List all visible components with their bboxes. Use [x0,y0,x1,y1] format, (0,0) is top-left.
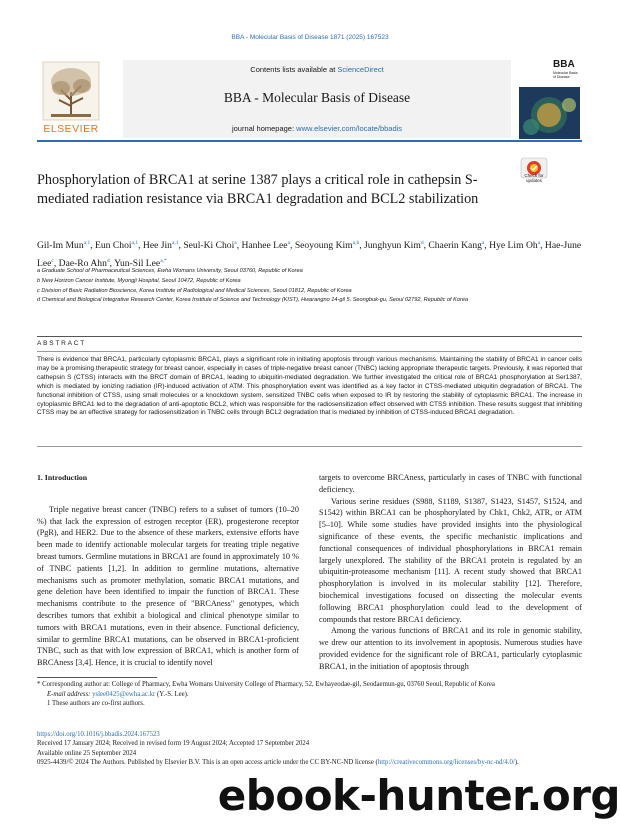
doi-link[interactable]: https://doi.org/10.1016/j.bbadis.2024.167523 [37,731,160,738]
author[interactable]: Eun Choi$^{a,1}$ [95,240,139,252]
paragraph: Various serine residues (S988, S1189, S1387, S1423, S1457, S1524, and S1542) within BRCA1 can be phosphorylated by Chk1, Chk2, ATR, or ATM [5–10]. While some studies have provided insights into the physiological significance of these events, the specific mechanistic implications and functional consequences of individual phosphorylations in BRCA1 remain largely unexplored. The stability of the BRCA1 protein is regulated by an ubiquitin-proteasome mechanism [11]. A recent study showed that BRCA1 phosphorylation is involved in its molecular stability [12]. Therefore, biochemical investigations focused on dissecting the molecular events following BRCA1 phosphorylation could lead to the development of compounds that restore BRCA1 deficiency. [319,496,582,624]
cover-subtitle: Molecular Basis of Disease [553,71,578,79]
affiliation: d Chemical and Biological Integrative Research Center, Korea Institute of Science and Technology (KIST), Hwarangno 14-gil 5, Seongbuk-gu, Seoul 02792, Republic of Korea [37,297,469,304]
check-for-updates-label[interactable]: Check for updates [524,173,544,183]
abstract-bottom-rule [37,446,582,447]
corresponding-author-note: * Corresponding author at: College of Pharmacy, Ewha Womans University College of Pharmacy, 52, Ewhayeodae-gil, Seodaemun-gu, 03760 Seoul, Republic of Korea [37,681,495,688]
abstract-text: There is evidence that BRCA1, particularly cytoplasmic BRCA1, plays a significant role in initiating apoptosis through various mechanisms. Maintaining the stability of BRCA1 in cancer cells may be a promising therapeutic strategy for breast cancer, especially in cases of triple-negative breast cancer (TNBC) lacking appropriate therapeutic targets. Previously, it was reported that cathepsin S (CTSS) interacts with the BRCT domain of BRCA1, leading to ubiquitin-mediated degradation. We further investigated the critical role of BRCA1 phosphorylation at Ser1387, which is mediated by ionizing radiation (IR)-induced activation of ATM. This phosphorylation event was identified as a key factor in CTSS-mediated ubiquitin degradation of BRCA1. The functional inhibition of CTSS, using small molecules or a knockdown system, sensitized TNBC cells when exposed to IR by restoring the stability of cytoplasmic BRCA1. The increase in cytoplasmic BRCA1 led to the degradation of anti-apoptotic BCL2, which was responsible for the radiosensitization effect observed with CTSS inhibition. These results suggest that inhibiting CTSS may be an effective strategy for radiosensitization in TNBC cells through BCL2 degradation that is mediated by inhibition of CTSS-induced BRCA1 degradation. [37,356,582,417]
affiliation: c Division of Basic Radiation Bioscience, Korea Institute of Radiological and Medical Sciences, Seoul 01812, Republic of Korea [37,287,352,294]
sciencedirect-link[interactable]: ScienceDirect [337,65,384,74]
front-matter [37,730,582,767]
author[interactable]: Junghyun Kim$^d$ [364,240,424,252]
author[interactable]: Dae-Ro Ahn$^d$ [58,257,110,269]
affiliation: b New Horizon Cancer Institute, Myongji Hospital, Seoul 10472, Republic of Korea [37,277,241,284]
abstract-heading: ABSTRACT [37,340,87,347]
journal-cover-image [519,57,580,139]
author[interactable]: Hanhee Lee$^a$ [241,240,291,252]
author-list: Gil-Im Mun$^{a,1}$, Eun Choi$^{a,1}$, Hee Jin$^{a,1}$, Seul-Ki Choi$^a$, Hanhee Lee$^a$, Seoyoung Kim$^{a,b}$, Junghyun Kim$^d$, Chaerin Kang$^a$, Hye Lim Oh$^a$, Hae-June Lee$^c$, Dae-Ro Ahn$^d$, Yun-Sil Lee$^{a,*}$ [37,240,582,269]
publisher-name: ELSEVIER [43,123,99,135]
author[interactable]: Hae-June Lee$^c$ [37,240,582,269]
abstract-heading-rule [37,351,582,352]
received-dates: Received 17 January 2024; Received in revised form 19 August 2024; Accepted 17 September 2024 [37,740,310,748]
section-heading: 1. Introduction [37,473,88,482]
license-link[interactable]: http://creativecommons.org/licenses/by-nc-nd/4.0/ [377,758,515,766]
homepage-link[interactable]: www.elsevier.com/locate/bbadis [296,124,403,133]
email-note: E-mail address: yslee0425@ewha.ac.kr (Y.-S. Lee). [47,690,189,698]
affiliations [37,268,582,307]
paragraph: targets to overcome BRCAness, particularly in cases of TNBC with functional deficiency. [319,473,582,494]
journal-reference[interactable]: BBA - Molecular Basis of Disease 1871 (2025) 167523 [231,34,389,41]
available-date: Available online 25 September 2024 [37,749,137,757]
paragraph: Among the various functions of BRCA1 and its role in genomic stability, we drew our attention to its involvement in apoptosis. Numerous studies have provided evidence for the significant role of BRCA1, particularly cytoplasmic BRCA1, in the initiation of apoptosis through [319,626,582,671]
cover-title: BBA [553,59,575,70]
author[interactable]: Hye Lim Oh$^a$ [489,240,541,252]
author[interactable]: Hee Jin$^{a,1}$ [142,240,179,252]
author[interactable]: Seul-Ki Choi$^a$ [183,240,237,252]
license-note: 0925-4439/© 2024 The Authors. Published by Elsevier B.V. This is an open access article under the CC BY-NC-ND license (http://creativecommons.org/licenses/by-nc-nd/4.0/). [37,758,519,766]
author[interactable]: Chaerin Kang$^a$ [428,240,485,252]
footnote-rule [37,677,157,678]
affiliation: a Graduate School of Pharmaceutical Sciences, Ewha Womans University, Seoul 03760, Republic of Korea [37,268,303,274]
body-column-right [319,472,582,673]
body-column-left [37,472,299,669]
article-title: Phosphorylation of BRCA1 at serine 1387 plays a critical role in cathepsin S-mediated radiation resistance via BRCA1 degradation and BCL2 stabilization [37,172,479,207]
email-link[interactable]: yslee0425@ewha.ac.kr [92,690,156,698]
abstract-top-rule [37,336,582,337]
journal-title: BBA - Molecular Basis of Disease [223,90,411,105]
paragraph: Triple negative breast cancer (TNBC) refers to a subset of tumors (10–20 %) that lack the expression of estrogen receptor (ER), progesterone receptor (PgR), and HER2. Due to the absence of these markers, extensive efforts have been made to identify actionable molecular targets for treating triple negative breast tumors. Germline mutations in BRCA1 are found in approximately 10 % of TNBC patients [1,2]. In addition to germline mutations, alternative mechanisms such as promoter methylation, somatic BRCA1 mutations, and gene deletion have been identified to impair the function of BRCA1. These mechanisms contribute to the presence of "BRCAness" genotypes, which describes tumors that exhibit a biological and clinical phenotype similar to tumors with BRCA1 mutations, even in their absence. Functional deficiency, similar to germline BRCA1 mutations, can be observed in BRCA1-proficient TNBC, such as that with low expression of BRCA1, which is another form of BRCAness [3,4]. Hence, it is crucial to identify novel [37,504,299,668]
homepage-line: journal homepage: www.elsevier.com/locate/bbadis [231,124,403,133]
header-divider [37,140,582,142]
contents-line: Contents lists available at ScienceDirect [250,65,384,74]
co-first-note: 1 These authors are co-first authors. [47,700,145,707]
author[interactable]: Gil-Im Mun$^{a,1}$ [37,240,91,252]
watermark: ebook-hunter.org [217,771,620,820]
footnotes [37,680,582,709]
author[interactable]: Seoyoung Kim$^{a,b}$ [294,240,360,252]
author[interactable]: Yun-Sil Lee$^{a,*}$ [114,257,167,269]
